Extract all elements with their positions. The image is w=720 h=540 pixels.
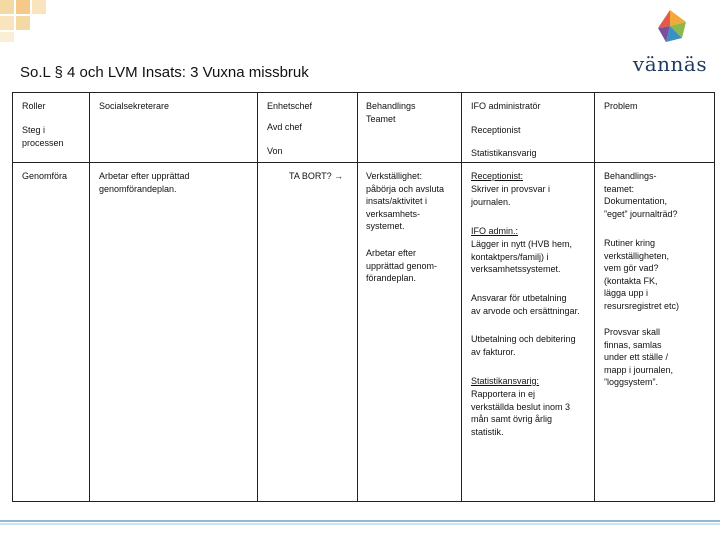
vannas-logo xyxy=(628,8,712,78)
page-title: So.L § 4 och LVM Insats: 3 Vuxna missbruk xyxy=(20,64,309,81)
cell-problem-provsvar: Provsvar skall finnas, samlas under ett ställe / mapp i journalen, ”loggsystem”. xyxy=(604,327,674,387)
cell-socialsekreterare: Arbetar efter upprättad genomförandeplan. xyxy=(99,171,190,194)
header-socialsekreterare: Socialsekreterare xyxy=(99,101,170,111)
cell-receptionist-head: Receptionist: xyxy=(471,171,524,181)
cell-problem-journal: Behandlings- teamet: Dokumentation, ”eget” journalträd? xyxy=(604,171,678,219)
header-avd-chef: Avd chef xyxy=(267,122,302,132)
cell-verkstallighet: Verkställighet: påbörja och avsluta insats/aktivitet i verksamhets- systemet. xyxy=(366,171,445,231)
col-divider xyxy=(357,93,358,501)
header-enhetschef: Enhetschef xyxy=(267,101,313,111)
header-von: Von xyxy=(267,146,283,156)
row-genomfora: Genomföra xyxy=(22,171,68,181)
header-statistikansvarig: Statistikansvarig xyxy=(471,148,537,158)
corner-decoration xyxy=(0,0,60,44)
cell-ifo-admin-head: IFO admin.: xyxy=(471,226,519,236)
cell-utbetalning-arvode: Ansvarar för utbetalning av arvode och ersättningar. xyxy=(471,293,580,316)
cell-problem-rutiner: Rutiner kring verkställigheten, vem gör vad? (kontakta FK, lägga upp i resursregistret etc) xyxy=(604,238,680,311)
header-problem: Problem xyxy=(604,101,638,111)
header-roller: Roller xyxy=(22,101,46,111)
col-divider xyxy=(257,93,258,501)
cell-statistik-head: Statistikansvarig: xyxy=(471,376,540,386)
cell-behandling-plan: Arbetar efter upprättad genom- förandeplan. xyxy=(366,248,438,283)
header-receptionist: Receptionist xyxy=(471,125,521,135)
header-steg: Steg i processen xyxy=(22,125,64,148)
process-table xyxy=(12,92,715,502)
footer-stripe xyxy=(0,520,720,526)
col-divider xyxy=(89,93,90,501)
cell-ta-bort: TA BORT? → xyxy=(289,171,344,181)
header-ifo-administrator: IFO administratör xyxy=(471,101,541,111)
logo-text: vännäs xyxy=(632,52,708,76)
logo-mark-icon xyxy=(628,8,712,54)
cell-ifo-admin-body: Lägger in nytt (HVB hem, kontaktpers/familj) i verksamhetssystemet. xyxy=(471,239,573,274)
cell-statistik-body: Rapportera in ej verkställda beslut inom 3 mån samt övrig årlig statistik. xyxy=(471,389,571,437)
cell-utbetalning-fakturor: Utbetalning och debitering av fakturor. xyxy=(471,334,576,357)
cell-receptionist-body: Skriver in provsvar i journalen. xyxy=(471,184,551,207)
col-divider xyxy=(461,93,462,501)
header-behandlingsteamet: Behandlings Teamet xyxy=(366,101,416,124)
row-divider xyxy=(13,162,714,163)
col-divider xyxy=(594,93,595,501)
